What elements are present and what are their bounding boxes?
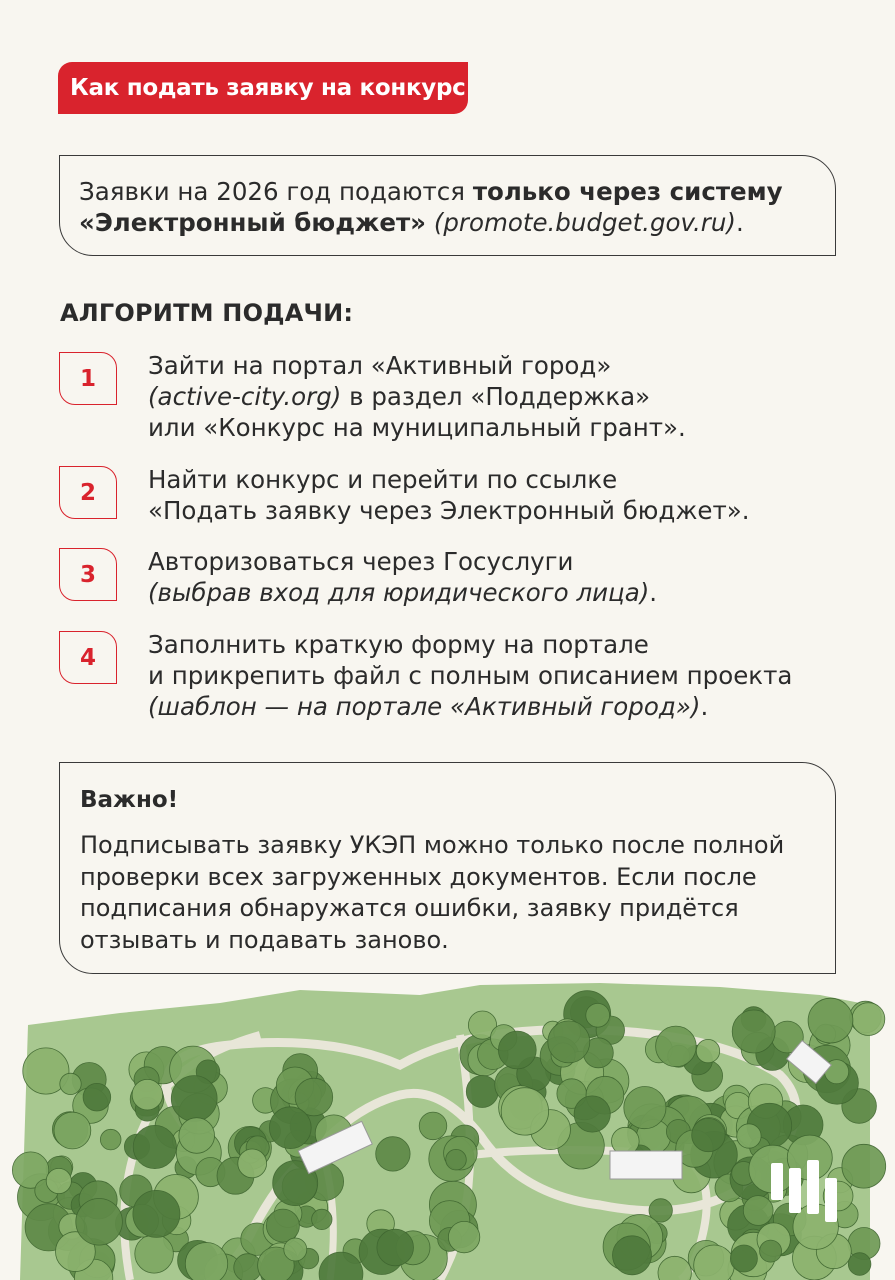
- tree-canopy: [46, 1168, 71, 1193]
- tree-canopy: [132, 1079, 163, 1110]
- tree-canopy: [185, 1243, 227, 1280]
- step-number: 3: [59, 548, 117, 601]
- step-link: (active-city.org): [148, 382, 342, 411]
- tree-canopy: [135, 1235, 174, 1274]
- tree-canopy: [76, 1199, 123, 1246]
- tree-canopy: [419, 1112, 447, 1140]
- tree-canopy: [266, 1209, 299, 1242]
- tree-canopy: [548, 1021, 590, 1063]
- tree-canopy: [574, 1096, 610, 1132]
- tree-canopy: [624, 1087, 666, 1129]
- tree-canopy: [692, 1118, 725, 1151]
- tree-canopy: [696, 1039, 719, 1062]
- tree-canopy: [852, 1003, 885, 1036]
- intro-text: Заявки на 2026 год подаются: [79, 177, 473, 206]
- tree-canopy: [54, 1112, 91, 1149]
- tree-canopy: [732, 1010, 775, 1053]
- brand-logo-icon: [771, 1160, 837, 1222]
- tree-canopy: [284, 1238, 307, 1261]
- tree-canopy: [466, 1076, 498, 1108]
- important-box: [59, 762, 836, 974]
- step-text: Заполнить краткую форму на портале и прикрепить файл с полным описанием проекта (шаблон — на портале «Активный город»).: [148, 630, 793, 721]
- important-text: Подписывать заявку УКЭП можно только после полной проверки всех загруженных документов. Если после подписания обнаружатся ошибки, заявку придётся отзывать и подавать заново.: [80, 831, 785, 954]
- page-title: Как подать заявку на конкурс: [58, 62, 468, 114]
- tree-canopy: [808, 998, 853, 1043]
- tree-canopy: [743, 1196, 773, 1226]
- tree-canopy: [83, 1083, 111, 1111]
- tree-canopy: [694, 1245, 735, 1280]
- tree-canopy: [498, 1031, 536, 1069]
- step-text: Найти конкурс и перейти по ссылке «Подать заявку через Электронный бюджет».: [148, 465, 750, 525]
- tree-canopy: [312, 1209, 332, 1229]
- intro-box: Заявки на 2026 год подаются только через систему «Электронный бюджет» (promote.budget.gov.ru).: [59, 155, 836, 256]
- tree-canopy: [656, 1026, 697, 1067]
- step-number: 1: [59, 352, 117, 405]
- tree-canopy: [586, 1003, 610, 1027]
- tree-canopy: [376, 1137, 410, 1171]
- intro-link: (promote.budget.gov.ru): [433, 208, 736, 237]
- park-map-icon: [0, 975, 895, 1280]
- tree-canopy: [730, 1245, 757, 1272]
- tree-canopy: [737, 1124, 761, 1148]
- tree-canopy: [133, 1190, 180, 1237]
- tree-canopy: [848, 1253, 871, 1276]
- tree-canopy: [100, 1129, 121, 1150]
- tree-canopy: [613, 1236, 652, 1275]
- tree-canopy: [446, 1149, 467, 1170]
- tree-canopy: [133, 1125, 176, 1168]
- tree-canopy: [842, 1144, 886, 1188]
- tree-canopy: [179, 1118, 215, 1154]
- step-text: Авторизоваться через Госуслуги (выбрав вход для юридического лица).: [148, 547, 658, 607]
- step-number: 2: [59, 466, 117, 519]
- tree-canopy: [60, 1073, 81, 1094]
- tree-canopy: [238, 1149, 267, 1178]
- intro-bold: только через систему «Электронный бюджет»: [79, 177, 783, 237]
- tree-canopy: [448, 1221, 479, 1252]
- tree-canopy: [501, 1088, 548, 1135]
- tree-canopy: [269, 1107, 311, 1149]
- step-text: Зайти на портал «Активный город» (active-city.org) в раздел «Поддержка» или «Конкурс на муниципальный грант».: [148, 351, 686, 442]
- step-number: 4: [59, 631, 117, 684]
- tree-canopy: [377, 1229, 414, 1266]
- tree-canopy: [760, 1240, 782, 1262]
- algorithm-heading: АЛГОРИТМ ПОДАЧИ:: [60, 299, 354, 327]
- important-title: Важно!: [80, 787, 179, 813]
- tree-canopy: [171, 1076, 217, 1122]
